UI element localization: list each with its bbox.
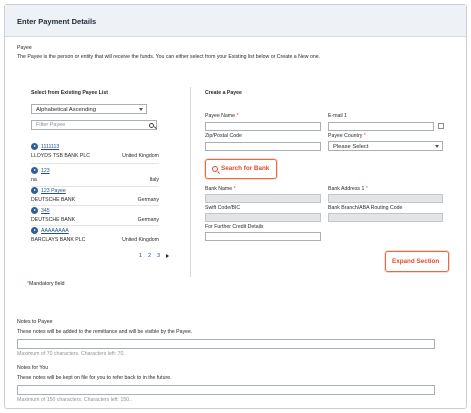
pagination [139,253,175,261]
payee-country-select[interactable] [328,141,443,151]
page-link[interactable]: 1 [139,253,143,259]
arrow-right-icon [31,227,38,234]
email-field[interactable] [328,122,434,131]
credit-details-field[interactable] [205,232,321,241]
notes-for-you-description: These notes will be kept on file for you to refer back to in the future. [17,375,172,381]
column-divider [190,87,191,277]
search-icon[interactable] [149,123,154,128]
page-title: Enter Payment Details [17,17,97,26]
sort-select-value: Alphabetical Ascending [36,107,96,113]
payee-bank-name: DEUTSCHE BANK [31,197,76,203]
payee-ref-link[interactable]: 1111113 [41,144,60,150]
email-label: E-mail 1 [328,113,348,119]
payee-bank-name: BARCLAYS BANK PLC [31,237,86,243]
bank-address-label: Bank Address 1 * [328,186,368,192]
payee-ref-link[interactable]: AAAAAAAA [41,228,69,234]
credit-details-label: For Further Credit Details [205,224,264,230]
payee-country-label: Payee Country * [328,133,366,139]
payee-list-item[interactable] [31,227,159,245]
payee-bank-name: DEUTSCHE BANK [31,217,76,223]
arrow-right-icon [31,167,38,174]
search-bank-button[interactable] [205,159,277,179]
expand-section-label: Expand Section [392,257,440,265]
notes-for-you-hint: Maximum of 150 characters. Characters left: 150.. [17,397,133,403]
payee-name-field[interactable] [205,122,321,131]
filter-payee-input[interactable] [31,120,157,130]
payee-ref-link[interactable]: 123 Payee [41,188,66,194]
page-link[interactable]: 2 [148,253,152,259]
payee-country: United Kingdom [122,237,159,243]
panel-header [5,5,466,37]
page-link[interactable]: 3 [157,253,161,259]
chevron-down-icon [435,145,439,148]
sort-select[interactable] [31,104,147,114]
payee-bank-name: LLOYDS TSB BANK PLC [31,153,91,159]
existing-list-heading: Select from Existing Payee List [31,90,108,96]
create-payee-heading: Create a Payee [205,90,242,96]
branch-label: Bank Branch/ABA Routing Code [328,205,403,211]
expand-section-button[interactable] [385,251,449,272]
notes-to-payee-field[interactable] [17,339,435,349]
payment-details-panel [4,4,467,409]
search-bank-label: Search for Bank [221,165,270,172]
payee-name-label: Payee Name * [205,113,239,119]
notes-to-payee-hint: Maximum of 70 characters. Characters left: 70. [17,351,125,357]
payee-ref-link[interactable]: 345 [41,208,50,214]
list-divider [31,225,159,226]
payee-bank-name: na [31,177,37,183]
payee-list-item[interactable] [31,143,159,161]
chevron-down-icon [139,108,143,111]
bank-name-field [205,194,321,203]
mandatory-field-note: *Mandatory field [27,281,65,287]
payee-list-item[interactable] [31,187,159,205]
notes-to-payee-description: These notes will be added to the remittance and will be visible by the Payee. [17,329,193,335]
payee-country: Germany [137,217,159,223]
arrow-right-icon [31,207,38,214]
notes-to-payee-label: Notes to Payee [17,319,53,325]
bank-name-label: Bank Name * [205,186,236,192]
arrow-right-icon [31,143,38,150]
email-checkbox[interactable] [438,123,444,129]
next-page-icon[interactable] [166,254,169,258]
arrow-right-icon [31,187,38,194]
list-divider [31,163,159,164]
payee-country: Italy [149,177,159,183]
zip-label: Zip/Postal Code [205,133,242,139]
zip-field[interactable] [205,142,321,151]
search-icon [212,166,218,172]
payee-list-item[interactable] [31,207,159,225]
notes-for-you-label: Notes for You [17,365,49,371]
swift-label: Swift Code/BIC [205,205,241,211]
payee-section-label: Payee [17,45,32,51]
swift-field [205,213,321,222]
filter-payee-placeholder: Filter Payee [36,122,66,128]
payee-country: United Kingdom [122,153,159,159]
payee-ref-link[interactable]: 123 [41,168,50,174]
payee-country: Germany [137,197,159,203]
bank-address-field [328,194,443,203]
notes-for-you-field[interactable] [17,385,435,395]
payee-description: The Payee is the person or entity that will receive the funds. You can either select from your Existing list below or Create a New one. [17,54,321,60]
payee-country-value: Please Select [333,144,369,150]
branch-field [328,213,443,222]
list-divider [31,205,159,206]
payee-list-item[interactable] [31,167,159,185]
